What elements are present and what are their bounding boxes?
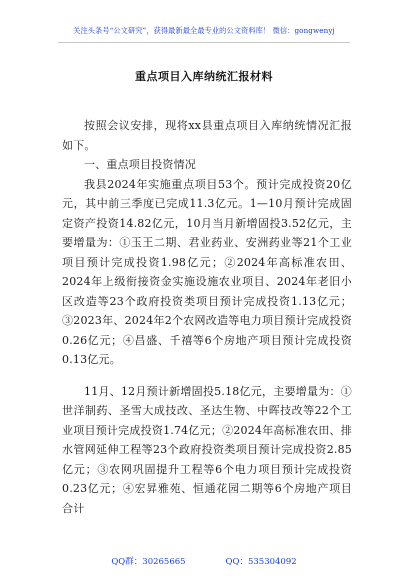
document-title: 重点项目入库纳统汇报材料 xyxy=(135,70,273,83)
document-body xyxy=(62,116,352,518)
header-divider xyxy=(58,42,350,43)
header-promo-note: 关注头条号“公文研究”，获得最新最全最专业的公文资料库！ 微信：gongwenyj xyxy=(73,26,335,35)
body-paragraph: 11月、12月预计新增固投5.18亿元，主要增量为：①世洋制药、圣雪大成技改、圣达生物、中晖技改等22个工业项目预计完成投资1.74亿元；②2024年高标准农田、排水管网延伸工程等23个政府投资类项目预计完成投资2.85亿元；③农网巩固提升工程等6个电力项目预计完成投资0.23亿元；④宏昇雅苑、恒通花园二期等6个房地产项目合计 xyxy=(62,384,352,515)
intro-paragraph: 按照会议安排，现将xx县重点项目入库纳统情况汇报如下。 xyxy=(62,119,352,152)
body-paragraph: 我县2024年实施重点项目53个。预计完成投资20亿元，其中前三季度已完成11.3亿元。1—10月预计完成固定资产投资14.82亿元，10月当月新增固投3.52亿元，主要增量为：①玉王二期、君业药业、安洲药业等21个工业项目预计完成投资1.98亿元；②2024年高标准农田、2024年上级衔接资金实施设施农业项目、2024年老旧小区改造等23个政府投资类项目预计完成投资1.13亿元；③2023年、2024年2个农网改造等电力项目预计完成投资0.26亿元；④昌盛、千禧等6个房地产项目预计完成投资0.13亿元。 xyxy=(62,177,352,366)
footer-qq-group: QQ群：30265665 xyxy=(111,557,186,567)
footer-qq: QQ：535304092 xyxy=(225,557,297,567)
section-heading: 一、重点项目投资情况 xyxy=(84,158,196,171)
footer-contact xyxy=(0,555,408,567)
paragraph-spacer xyxy=(62,370,352,382)
